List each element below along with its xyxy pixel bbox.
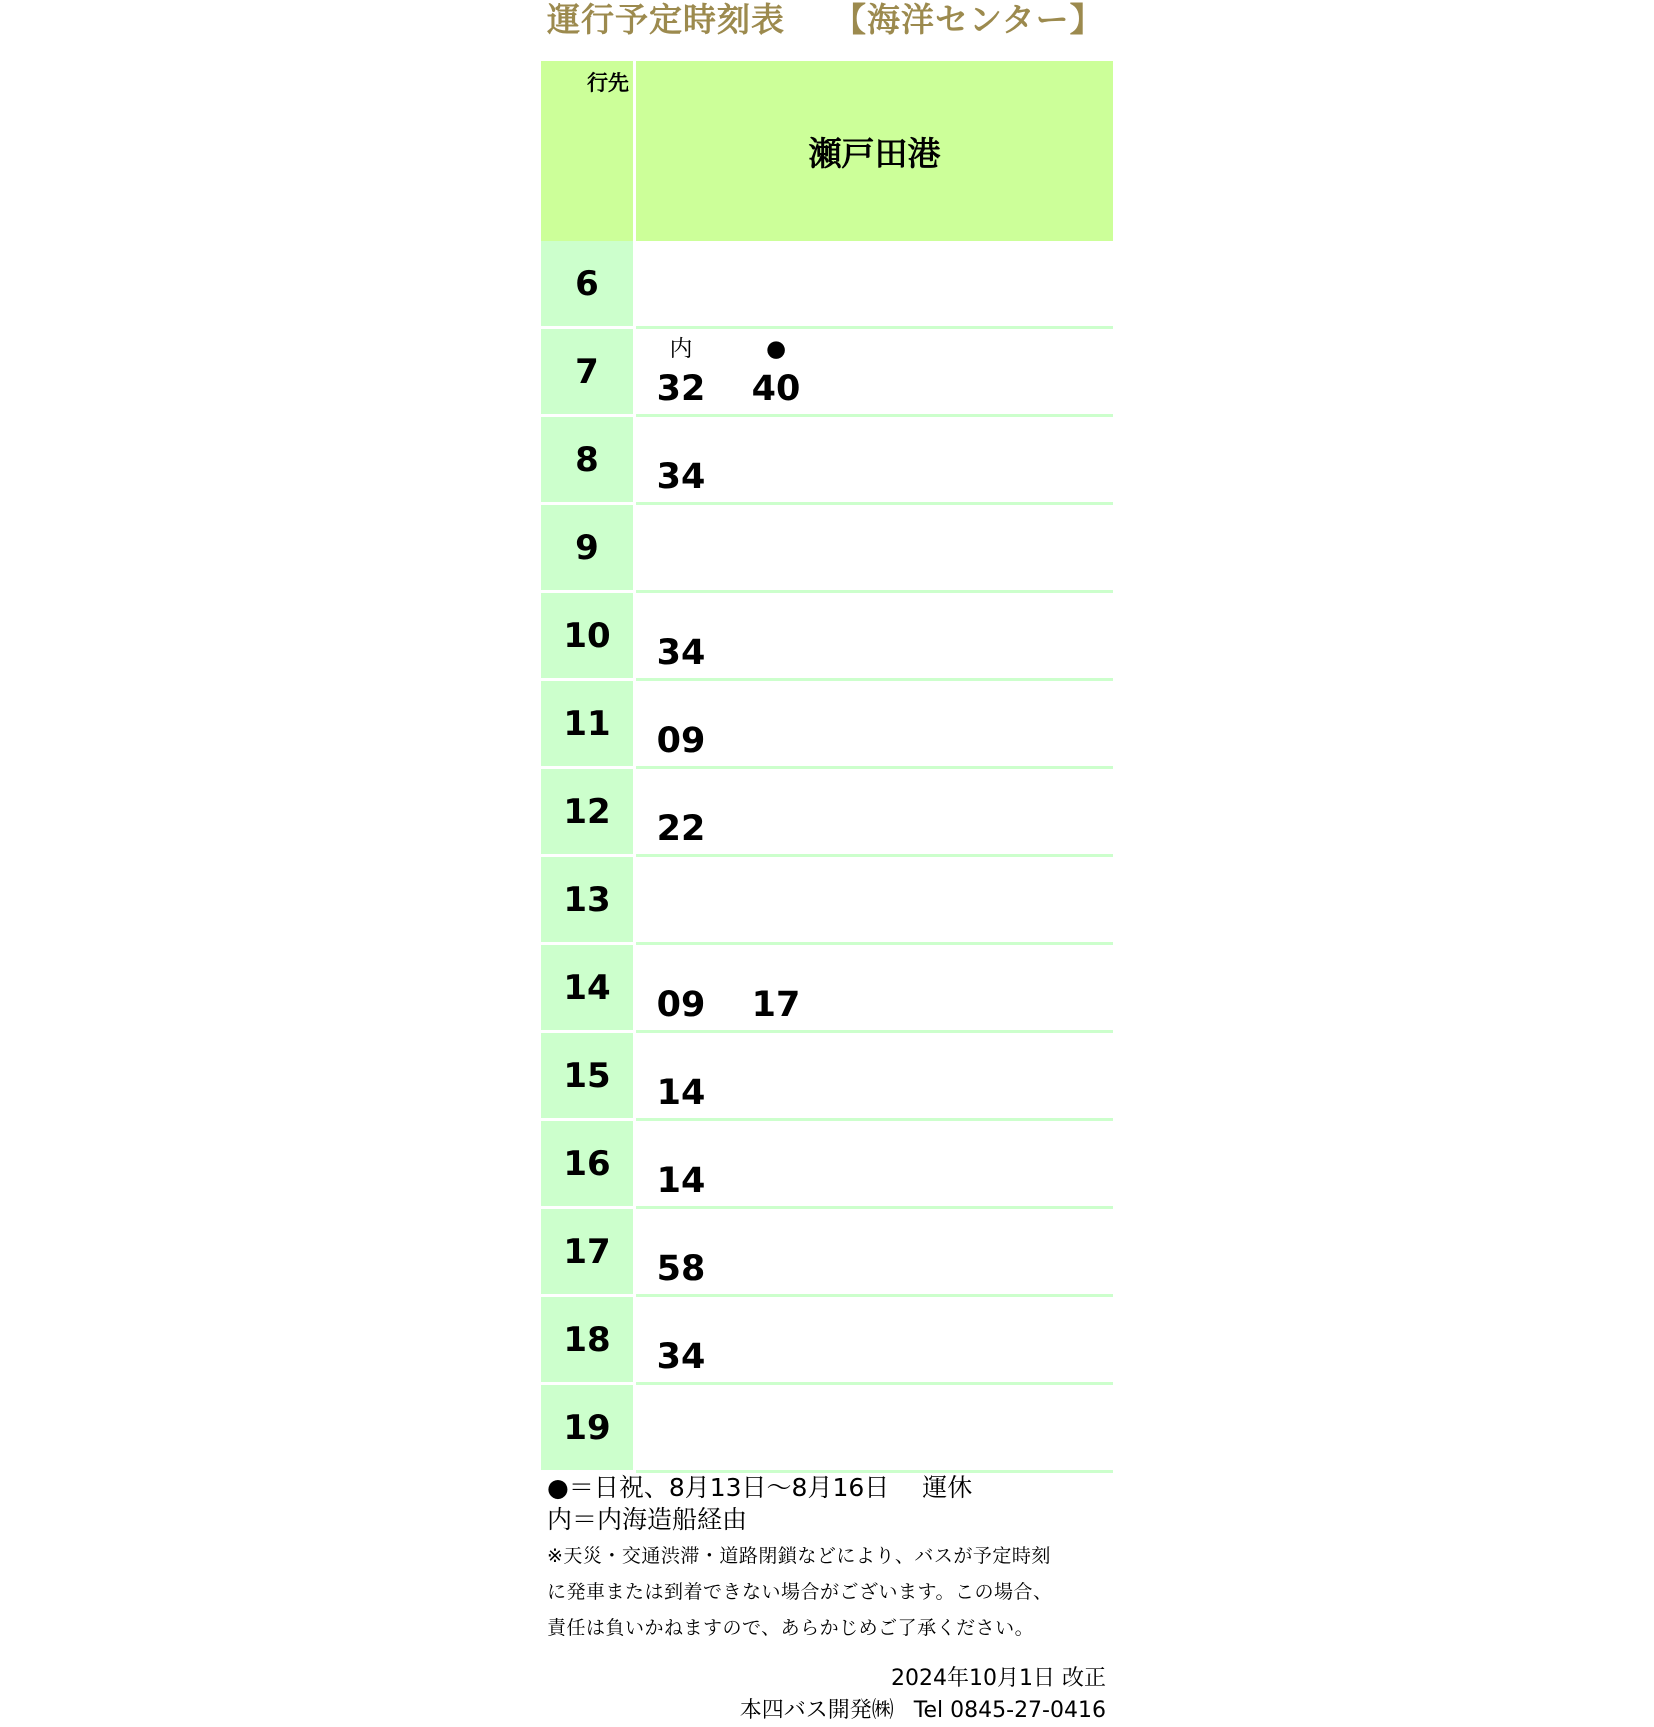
hour-label: 6 xyxy=(541,241,633,326)
departure-entry xyxy=(646,1209,716,1294)
hour-row xyxy=(541,769,1113,857)
hour-label: 10 xyxy=(541,593,633,678)
page-title xyxy=(547,0,1104,44)
minutes-cell xyxy=(636,945,1113,1033)
company-tel: Tel 0845-27-0416 xyxy=(913,1698,1106,1723)
departure-mark: 内 xyxy=(669,336,693,362)
departure-minute: 14 xyxy=(656,1073,706,1113)
hour-row xyxy=(541,329,1113,417)
hour-row xyxy=(541,945,1113,1033)
hour-row xyxy=(541,241,1113,329)
destination-column-label: 行先 xyxy=(587,71,629,95)
departure-entry xyxy=(646,417,716,502)
minutes-cell xyxy=(636,681,1113,769)
departure-entry xyxy=(741,945,811,1030)
departure-minute: 34 xyxy=(656,457,706,497)
departure-minute: 32 xyxy=(656,369,706,409)
departure-entry xyxy=(646,945,716,1030)
hour-label: 9 xyxy=(541,505,633,590)
hour-label: 17 xyxy=(541,1209,633,1294)
departure-minute: 09 xyxy=(656,985,706,1025)
departure-minute: 22 xyxy=(656,809,706,849)
minutes-cell xyxy=(636,505,1113,593)
departure-entry xyxy=(646,1297,716,1382)
departure-entry xyxy=(646,681,716,766)
legend xyxy=(547,1472,1127,1646)
departure-entry xyxy=(646,329,716,414)
hour-row xyxy=(541,857,1113,945)
footer xyxy=(740,1663,1106,1727)
legend-holiday: ●＝日祝、8月13日～8月16日 運休 xyxy=(547,1473,973,1502)
notice-line: に発車または到着できない場合がございます。この場合、 xyxy=(547,1581,1053,1603)
departure-minute: 17 xyxy=(751,985,801,1025)
departure-minute: 58 xyxy=(656,1249,706,1289)
minutes-cell xyxy=(636,1385,1113,1473)
hour-label: 16 xyxy=(541,1121,633,1206)
minutes-cell xyxy=(636,1121,1113,1209)
departure-minute: 40 xyxy=(751,369,801,409)
hour-row xyxy=(541,505,1113,593)
hour-label: 15 xyxy=(541,1033,633,1118)
hour-row xyxy=(541,1033,1113,1121)
minutes-cell xyxy=(636,1209,1113,1297)
departure-entry xyxy=(646,593,716,678)
hour-label: 8 xyxy=(541,417,633,502)
hour-label: 11 xyxy=(541,681,633,766)
departure-mark: ● xyxy=(765,336,787,362)
hour-label: 12 xyxy=(541,769,633,854)
hour-row xyxy=(541,1209,1113,1297)
hour-label: 7 xyxy=(541,329,633,414)
departure-minute: 14 xyxy=(656,1161,706,1201)
minutes-cell xyxy=(636,769,1113,857)
notice-line: 責任は負いかねますので、あらかじめご了承ください。 xyxy=(547,1617,1035,1639)
hour-label: 19 xyxy=(541,1385,633,1470)
hour-row xyxy=(541,593,1113,681)
departure-minute: 09 xyxy=(656,721,706,761)
departure-entry xyxy=(646,1121,716,1206)
minutes-cell xyxy=(636,241,1113,329)
timetable-header xyxy=(541,61,1113,241)
timetable xyxy=(541,61,1113,1473)
company-name: 本四バス開発㈱ xyxy=(739,1698,894,1723)
hour-row xyxy=(541,681,1113,769)
minutes-cell xyxy=(636,593,1113,681)
hour-label: 14 xyxy=(541,945,633,1030)
departure-minute: 34 xyxy=(656,633,706,673)
departure-minute: 34 xyxy=(656,1337,706,1377)
title-main: 運行予定時刻表 xyxy=(547,0,785,39)
destination-name: 瀬戸田港 xyxy=(636,61,1113,241)
departure-entry xyxy=(741,329,811,414)
departure-entry xyxy=(646,769,716,854)
minutes-cell xyxy=(636,329,1113,417)
hour-row xyxy=(541,1297,1113,1385)
company-info xyxy=(740,1695,1106,1727)
minutes-cell xyxy=(636,1297,1113,1385)
timetable-body xyxy=(541,241,1113,1473)
notice-line: ※天災・交通渋滞・道路閉鎖などにより、バスが予定時刻 xyxy=(547,1545,1051,1567)
header-corner xyxy=(541,61,633,241)
minutes-cell xyxy=(636,857,1113,945)
departure-entry xyxy=(646,1033,716,1118)
hour-row xyxy=(541,1385,1113,1473)
legend-via: 内＝内海造船経由 xyxy=(547,1505,748,1534)
revision-date: 2024年10月1日 改正 xyxy=(891,1666,1106,1691)
minutes-cell xyxy=(636,1033,1113,1121)
hour-row xyxy=(541,1121,1113,1209)
notice-text xyxy=(547,1538,1127,1646)
hour-label: 18 xyxy=(541,1297,633,1382)
hour-label: 13 xyxy=(541,857,633,942)
hour-row xyxy=(541,417,1113,505)
title-station: 【海洋センター】 xyxy=(833,0,1104,39)
minutes-cell xyxy=(636,417,1113,505)
